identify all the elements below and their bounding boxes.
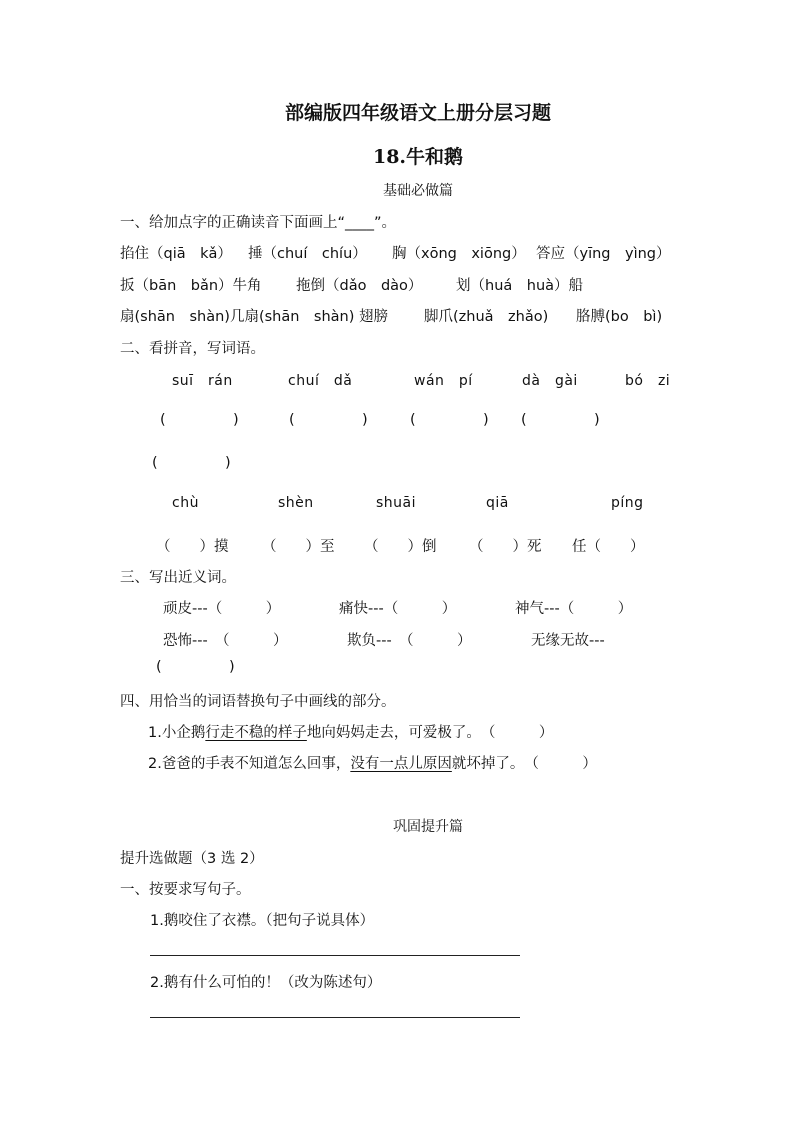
q1-item: 扇(shān shàn)几扇(shān shàn) 翅膀: [120, 309, 389, 325]
sentence-text: 2.爸爸的手表不知道怎么回事，: [148, 756, 351, 772]
q4-sentence-1: [148, 721, 553, 742]
synonym-item[interactable]: 神气---（ ）: [515, 601, 633, 617]
underlined-phrase: 行走不稳的样子: [205, 725, 307, 741]
synonym-item[interactable]: 恐怖--- （ ）: [163, 633, 288, 649]
q1-item: 脚爪(zhuǎ zhǎo): [424, 309, 549, 325]
synonym-item[interactable]: 痛快---（ ）: [339, 601, 457, 617]
q1-item: 拖倒（dǎo dào）: [296, 278, 423, 294]
advanced-intro: 提升选做题（3 选 2）: [120, 851, 264, 867]
answer-blank[interactable]: (: [156, 659, 162, 675]
q4-heading: 四、用恰当的词语替换句子中画线的部分。: [120, 694, 396, 710]
q2-heading: 二、看拼音，写词语。: [120, 341, 265, 357]
answer-blank[interactable]: ): [229, 659, 235, 675]
advanced-section-heading: 巩固提升篇: [393, 819, 463, 835]
p1-heading: 一、按要求写句子。: [120, 882, 251, 898]
q1-item: 答应（yīng yìng）: [536, 246, 671, 262]
q2-word-blank[interactable]: 任（ ）: [572, 539, 645, 555]
p1-sentence-1: 1.鹅咬住了衣襟。（把句子说具体）: [150, 913, 375, 929]
q2-word-blank[interactable]: （ ）倒: [364, 539, 437, 555]
page-title: 部编版四年级语文上册分层习题: [284, 102, 551, 124]
lesson-subtitle: 18.牛和鹅: [372, 146, 464, 168]
answer-blank[interactable]: (: [410, 412, 416, 428]
pinyin: bó zi: [625, 373, 671, 389]
q1-item: 捶（chuí chíu）: [248, 246, 367, 262]
synonym-item: 无缘无故---: [531, 633, 605, 649]
pinyin: shèn: [278, 495, 314, 511]
q1-item: 掐住（qiā kǎ）: [120, 246, 232, 262]
sentence-text: 1.小企鹅: [148, 725, 206, 741]
answer-line[interactable]: [150, 955, 520, 956]
q2-word-blank[interactable]: （ ）摸: [156, 539, 229, 555]
pinyin: shuāi: [376, 495, 417, 511]
q1-item: 划（huá huà）船: [456, 278, 584, 294]
pinyin: suī rán: [172, 373, 233, 389]
q1-item: 扳（bān bǎn）牛角: [120, 278, 262, 294]
q4-sentence-2: [148, 752, 597, 773]
q2-word-blank[interactable]: （ ）死: [469, 539, 542, 555]
underlined-phrase: 没有一点儿原因: [350, 756, 452, 772]
sentence-text: 地向妈妈走去，可爱极了。 （ ）: [306, 725, 554, 741]
pinyin: dà gài: [522, 373, 578, 389]
q1-item: 胳膊(bo bì): [576, 309, 663, 325]
pinyin: chù: [172, 495, 199, 511]
pinyin: píng: [611, 495, 644, 511]
pinyin: wán pí: [414, 373, 473, 389]
answer-line[interactable]: [150, 1017, 520, 1018]
answer-blank[interactable]: ): [362, 412, 368, 428]
answer-blank[interactable]: ): [233, 412, 239, 428]
answer-blank[interactable]: (: [289, 412, 295, 428]
synonym-item[interactable]: 顽皮---（ ）: [163, 601, 281, 617]
synonym-item[interactable]: 欺负--- （ ）: [347, 633, 472, 649]
pinyin: chuí dǎ: [288, 373, 353, 389]
q3-heading: 三、写出近义词。: [120, 570, 236, 586]
answer-blank[interactable]: (: [160, 412, 166, 428]
q1-item: 胸（xōng xiōng）: [392, 246, 526, 262]
sentence-text: 就坏掉了。 （ ）: [451, 756, 597, 772]
answer-blank[interactable]: (: [521, 412, 527, 428]
p1-sentence-2: 2.鹅有什么可怕的！（改为陈述句）: [150, 975, 382, 991]
q2-word-blank[interactable]: （ ）至: [262, 539, 335, 555]
answer-blank[interactable]: ): [594, 412, 600, 428]
q1-heading: 一、给加点字的正确读音下面画上“____”。: [120, 215, 397, 231]
answer-blank[interactable]: ): [483, 412, 489, 428]
pinyin: qiā: [486, 495, 509, 511]
basic-section-heading: 基础必做篇: [383, 183, 453, 199]
answer-blank[interactable]: ): [225, 455, 231, 471]
answer-blank[interactable]: (: [152, 455, 158, 471]
